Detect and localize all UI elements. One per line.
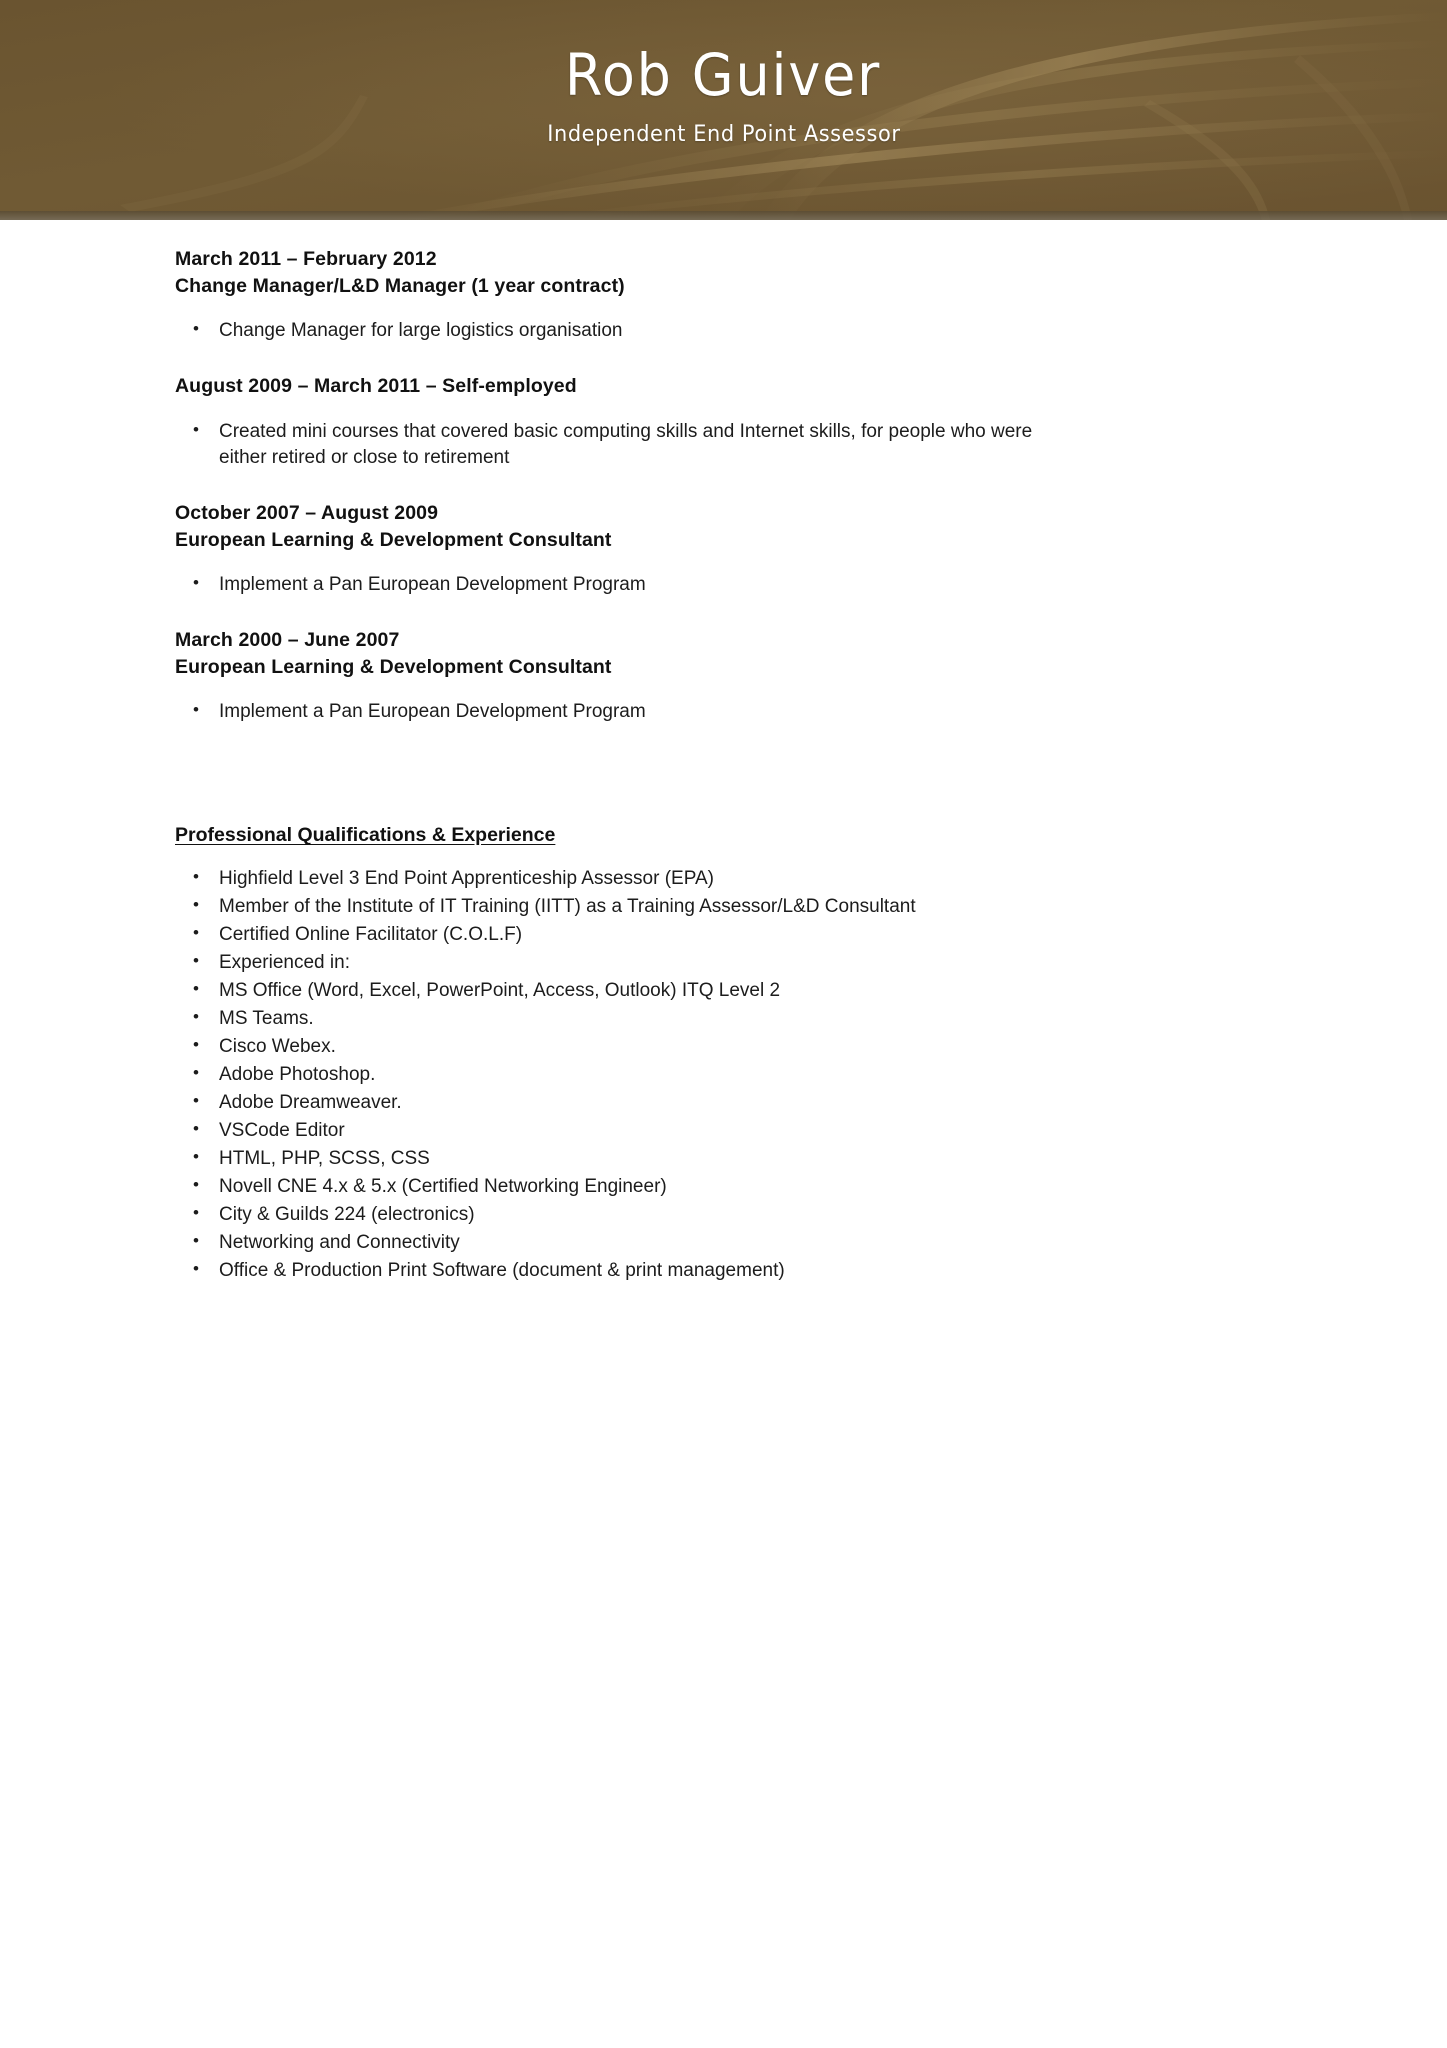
experience-bullet-list [175, 419, 1327, 473]
spacer [175, 400, 1327, 419]
spacer [175, 599, 1327, 627]
list-item: • Certified Online Facilitator (C.O.L.F) [175, 922, 1327, 949]
experience-bullet-list [175, 699, 1327, 726]
list-item: • Cisco Webex. [175, 1034, 1327, 1061]
section-title: Professional Qualifications & Experience [175, 824, 556, 847]
experience-entry [175, 246, 1327, 345]
spacer [175, 553, 1327, 572]
qualifications-section [175, 824, 1327, 1285]
list-item: • Implement a Pan European Development Program [175, 699, 1327, 726]
experience-dates: March 2011 – February 2012 [175, 248, 437, 270]
experience-role: Change Manager/L&D Manager (1 year contract) [175, 274, 625, 297]
list-item: • Adobe Dreamweaver. [175, 1090, 1327, 1117]
list-item: • MS Office (Word, Excel, PowerPoint, Access, Outlook) ITQ Level 2 [175, 978, 1327, 1005]
list-item: • HTML, PHP, SCSS, CSS [175, 1146, 1327, 1173]
list-item: • Networking and Connectivity [175, 1230, 1327, 1257]
spacer [175, 726, 1327, 824]
document-body [0, 220, 1447, 1285]
list-item: • City & Guilds 224 (electronics) [175, 1202, 1327, 1229]
section-heading-wrap [175, 824, 1327, 847]
experience-dates: October 2007 – August 2009 [175, 502, 439, 525]
spacer [175, 680, 1327, 699]
list-item: • Highfield Level 3 End Point Apprenticeship Assessor (EPA) [175, 866, 1327, 893]
list-item: • Change Manager for large logistics organisation [175, 318, 1327, 345]
page-title: Rob Guiver [565, 40, 882, 109]
experienced-in-sublist [175, 978, 1327, 1173]
experience-entry [175, 627, 1327, 726]
experience-entry [175, 373, 1327, 472]
list-item: • Created mini courses that covered basic computing skills and Internet skills, for people who were either retired or close to retirement [175, 419, 1080, 473]
list-item: • Adobe Photoshop. [175, 1062, 1327, 1089]
experience-dates: August 2009 – March 2011 – Self-employed [175, 375, 577, 397]
banner-bottom-edge [0, 211, 1447, 220]
list-item: • Member of the Institute of IT Training (IITT) as a Training Assessor/L&D Consultant [175, 894, 1327, 921]
list-item: • Office & Production Print Software (document & print management) [175, 1258, 1327, 1285]
qualifications-list-continued [175, 1174, 1327, 1285]
qualifications-list [175, 866, 1327, 977]
page-subtitle: Independent End Point Assessor [546, 121, 901, 147]
experience-entry [175, 500, 1327, 599]
experience-role: European Learning & Development Consultant [175, 528, 612, 551]
spacer [175, 345, 1327, 373]
experience-role: European Learning & Development Consultant [175, 655, 612, 678]
spacer [175, 299, 1327, 318]
list-item: • Experienced in: [175, 950, 1327, 977]
experience-bullet-list [175, 318, 1327, 345]
spacer [175, 847, 1327, 866]
list-item: • MS Teams. [175, 1006, 1327, 1033]
experience-dates: March 2000 – June 2007 [175, 629, 400, 652]
list-item: • Implement a Pan European Development Program [175, 572, 1327, 599]
list-item: • VSCode Editor [175, 1118, 1327, 1145]
experience-bullet-list [175, 572, 1327, 599]
list-item: • Novell CNE 4.x & 5.x (Certified Networking Engineer) [175, 1174, 1327, 1201]
spacer [175, 472, 1327, 500]
page-header-banner [0, 0, 1447, 220]
